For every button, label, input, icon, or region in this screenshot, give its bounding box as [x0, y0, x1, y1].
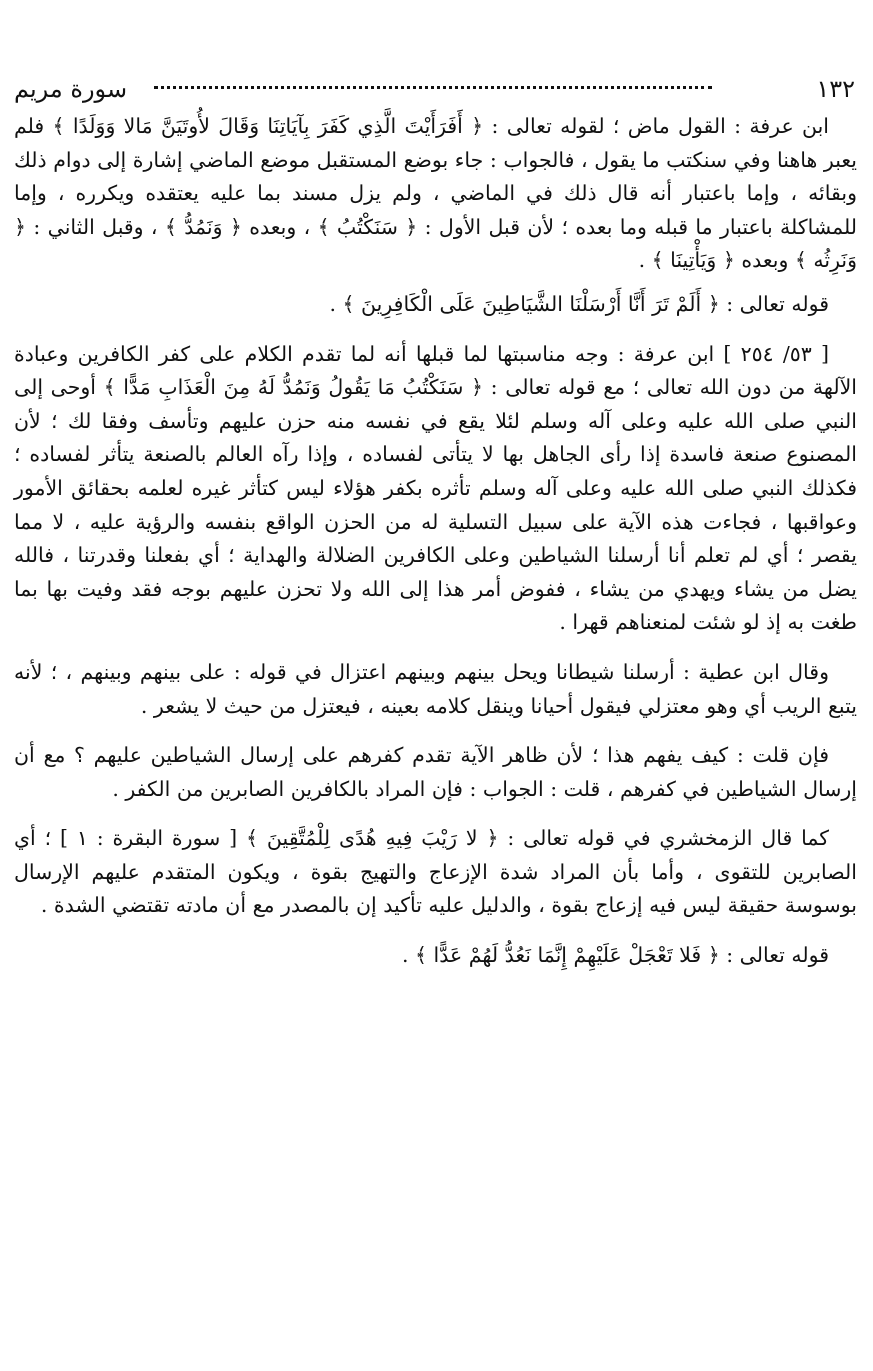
page-number: ١٣٢ — [816, 75, 855, 103]
paragraph-zamakhshari: كما قال الزمخشري في قوله تعالى : ﴿ لا رَيْبَ فِيهِ هُدًى لِلْمُتَّقِينَ ﴾ [ سورة البقرة : ١ ] ؛ أي الصابرين للتقوى ، وأما بأن المراد شدة الإزعاج والتهيج بقوة ، ويكون المتقدم عليهم الإرسال بوسوسة حقيقة ليس فيه إزعاج بقوة ، والدليل عليه تأكيد إن بالمصدر مع أن مادته تقتضي الشدة . — [14, 826, 857, 918]
page-header — [14, 68, 857, 108]
header-dotted-rule — [154, 85, 712, 89]
book-page — [14, 0, 857, 1371]
surah-title: سورة مريم — [14, 75, 128, 103]
paragraph-ibn-arafa-past-tense: ابن عرفة : القول ماض ؛ لقوله تعالى : ﴿ أَفَرَأَيْتَ الَّذِي كَفَرَ بِآيَاتِنَا وَقَالَ لأُوتَيَنَّ مَالا وَوَلَدًا ﴾ فلم يعبر هاهنا وفي سنكتب ما يقول ، فالجواب : جاء بوضع المستقبل موضع الماضي إشارة إلى دوام ذلك وبقائه ، وإما باعتبار أنه قال ذلك في الماضي ، ولم يزل مسند بما عليه يعتقده ويكرره ، وإما للمشاكلة باعتبار ما قبله وما بعده ؛ لأن قبل الأول : ﴿ سَنَكْتُبُ ﴾ ، وبعده ﴿ وَنَمُدُّ ﴾ ، وقبل الثاني : ﴿ وَنَرِثُه ﴾ وبعده ﴿ وَيَأْتِينَا ﴾ . — [14, 114, 857, 273]
paragraph-verse-heading-ta-jal: قوله تعالى : ﴿ فَلا تَعْجَلْ عَلَيْهِمْ إِنَّمَا نَعُدُّ لَهُمْ عَدًّا ﴾ . — [401, 943, 829, 968]
paragraph-question-answer: فإن قلت : كيف يفهم هذا ؛ لأن ظاهر الآية تقدم كفرهم على إرسال الشياطين عليهم ؟ مع أن إرسال الشياطين في كفرهم ، قلت : الجواب : فإن المراد بالكافرين الصابرين من الكفر . — [14, 743, 857, 801]
paragraph-ibn-atiyya: وقال ابن عطية : أرسلنا شيطانا ويحل بينهم وبينهم اعتزال في قوله : على بينهم وبينهم ، ؛ لأنه يتبع الريب أي وهو معتزلي فيقول أحيانا وينقل كلامه بعينه ، فيعتزل من حيث لا يشعر . — [14, 659, 857, 718]
page-body — [14, 110, 857, 989]
paragraph-verse-heading-shayatin: قوله تعالى : ﴿ أَلَمْ تَرَ أَنَّا أَرْسَلْنَا الشَّيَاطِينَ عَلَى الْكَافِرِينَ ﴾ . — [329, 291, 829, 316]
paragraph-munasaba: [ ٥٣/ ٢٥٤ ] ابن عرفة : وجه مناسبتها لما قبلها أنه لما تقدم الكلام على كفر الكافرين وعبادة الآلهة من دون الله تعالى ؛ مع قوله تعالى : ﴿ سَنَكْتُبُ مَا يَقُولُ وَنَمُدُّ لَهُ مِنَ الْعَذَابِ مَدًّا ﴾ أوحى إلى النبي صلى الله عليه وعلى آله وسلم لئلا يقع في نفسه منه حزن عليهم وتأسف وفقا لك ؛ لأن المصنوع صنعة فاسدة إذا رأى الجاهل بها لا يتأتى لفساده ، وإذا رآه العالم بالصنعة يتأثر لفساده ؛ فكذلك النبي صلى الله عليه وعلى آله وسلم تأثره بكفر هؤلاء ليس كتأثر غيره لعلمه بحقائق الأمور وعواقبها ، فجاءت هذه الآية على سبيل التسلية له من الحزن الواقع بنفسه والرؤية عليه ، لا مما يقصر ؛ أي لم تعلم أنا أرسلنا الشياطين وعلى الكافرين الضلالة والهداية ؛ أي بفعلنا وقدرتنا ، فالله يضل من يشاء ويهدي من يشاء ، ففوض أمر هذا إلى الله ولا تحزن عليهم بوجه فقد وفيت بها بما طغت به إذ لو شئت لمنعناهم قهرا . — [14, 341, 857, 635]
